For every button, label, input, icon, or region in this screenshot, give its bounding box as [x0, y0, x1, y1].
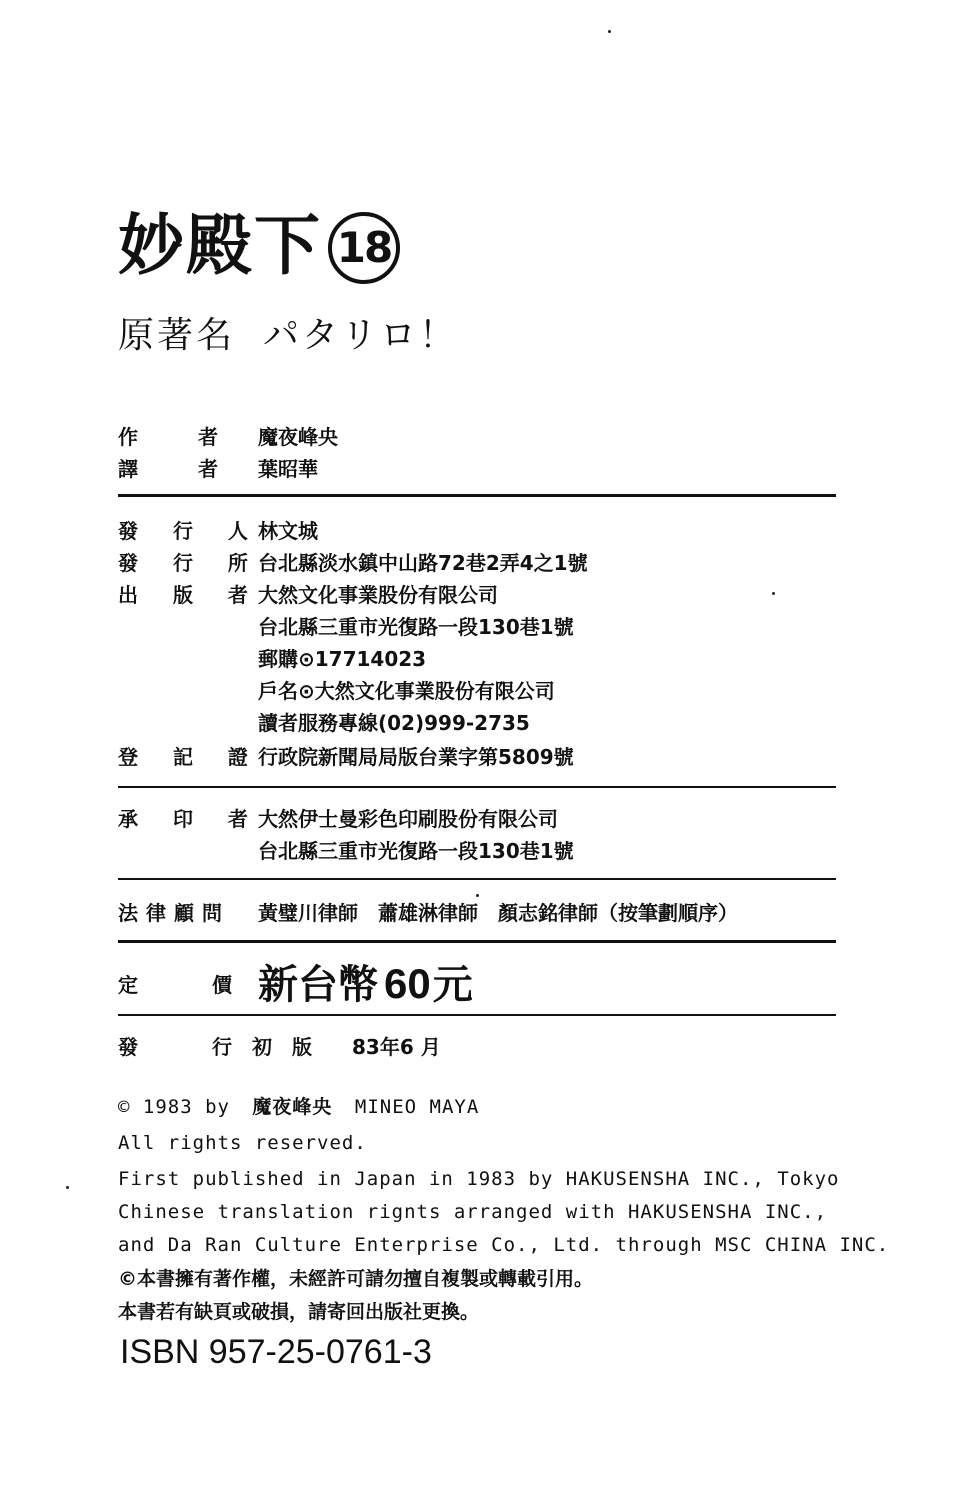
price-currency: 新台幣	[258, 962, 378, 1008]
original-title-text: パタリロ！	[263, 315, 459, 356]
divider	[118, 878, 836, 880]
copyright-prefix: © 1983 by	[118, 1096, 230, 1118]
press-line-2: 台北縣三重市光復路一段130巷1號	[258, 615, 574, 639]
divider	[118, 494, 836, 497]
press-line-1: 大然文化事業股份有限公司	[258, 583, 498, 607]
copyright-author-en: MINEO MAYA	[354, 1096, 480, 1118]
edition-date: 83年6 月	[352, 1035, 441, 1059]
translator-label: 譯 者	[118, 457, 218, 481]
legal-label: 法律顧問	[118, 901, 230, 925]
copyright-line	[118, 1094, 479, 1120]
author-value: 魔夜峰央	[258, 425, 338, 449]
divider	[118, 940, 836, 943]
translator-value: 葉昭華	[258, 457, 318, 481]
translation-line: Chinese translation rignts arranged with HAKUSENSHA INC.,	[118, 1201, 828, 1223]
press-line-5: 讀者服務專線(02)999-2735	[258, 711, 530, 735]
edition-label-left: 發	[118, 1035, 138, 1059]
price-value	[258, 958, 473, 1011]
printer-label: 承 印 者	[118, 807, 262, 831]
edition-label: 行 初 版	[212, 1035, 312, 1059]
defect-notice: 本書若有缺頁或破損，請寄回出版社更換。	[118, 1301, 480, 1323]
registration-value: 行政院新聞局局版台業字第5809號	[258, 745, 574, 769]
rights-line: All rights reserved.	[118, 1132, 367, 1154]
price-unit: 元	[432, 962, 473, 1008]
first-published-line: First published in Japan in 1983 by HAKUSENSHA INC., Tokyo	[118, 1168, 840, 1190]
scan-speck	[608, 30, 611, 33]
isbn: ISBN 957-25-0761-3	[120, 1333, 432, 1371]
publisher-person-label: 發 行 人	[118, 519, 262, 543]
divider	[118, 1014, 836, 1016]
original-title	[118, 312, 458, 360]
legal-value: 黃璧川律師 蕭雄淋律師 顏志銘律師（按筆劃順序）	[258, 901, 738, 925]
publisher-person-value: 林文城	[258, 519, 318, 543]
printer-line-1: 大然伊士曼彩色印刷股份有限公司	[258, 807, 558, 831]
author-label: 作 者	[118, 425, 218, 449]
price-label-left: 定	[118, 973, 138, 997]
scan-speck	[66, 1186, 69, 1189]
publisher-address-label: 發 行 所	[118, 551, 262, 575]
press-line-4: 戶名⊙大然文化事業股份有限公司	[258, 679, 555, 703]
book-title	[118, 206, 400, 286]
scan-speck	[772, 592, 775, 595]
press-label: 出 版 者	[118, 583, 262, 607]
title-text: 妙殿下	[118, 207, 322, 284]
press-line-3: 郵購⊙17714023	[258, 647, 427, 671]
publisher-address-value: 台北縣淡水鎮中山路72巷2弄4之1號	[258, 551, 588, 575]
price-amount: 60	[384, 960, 431, 1007]
registration-label: 登 記 證	[118, 745, 262, 769]
original-title-label: 原著名	[118, 315, 236, 356]
volume-badge: 18	[328, 212, 400, 284]
price-label-right: 價	[212, 973, 232, 997]
copyright-notice: ©本書擁有著作權，未經許可請勿擅自複製或轉載引用。	[118, 1268, 594, 1290]
agency-line: and Da Ran Culture Enterprise Co., Ltd. through MSC CHINA INC.	[118, 1234, 890, 1256]
divider	[118, 786, 836, 788]
printer-line-2: 台北縣三重市光復路一段130巷1號	[258, 839, 574, 863]
copyright-author-jp: 魔夜峰央	[252, 1096, 333, 1118]
scan-speck	[476, 894, 479, 897]
